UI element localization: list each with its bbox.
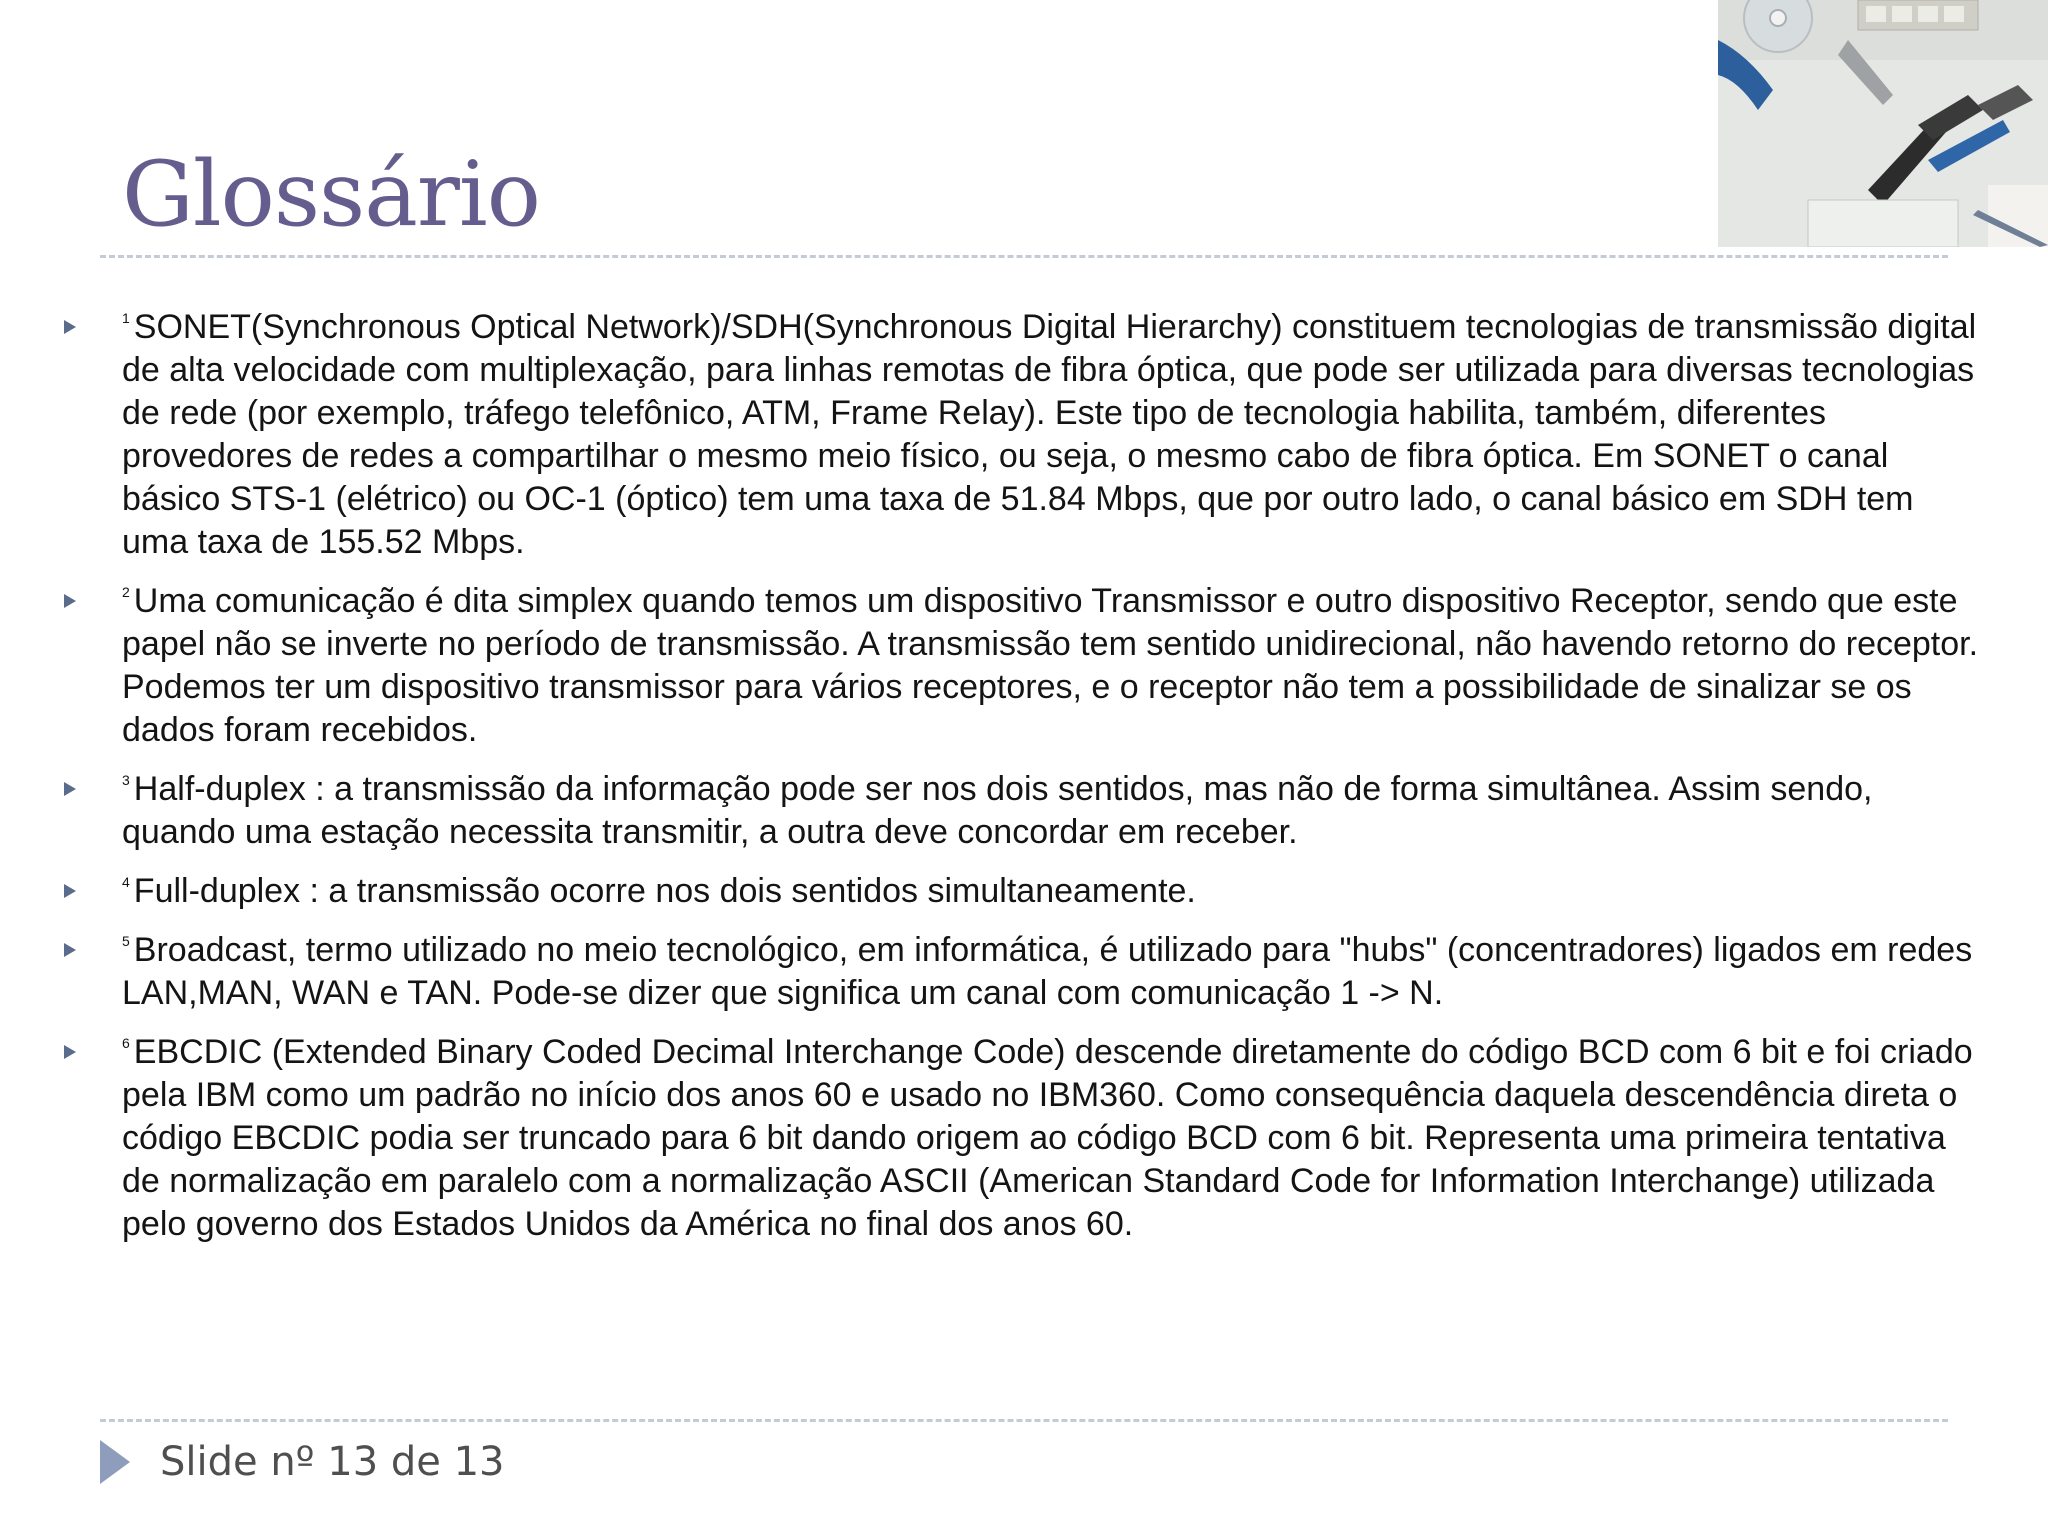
glossary-entry-5 [60, 929, 1980, 1015]
bullet-triangle-icon [64, 320, 76, 334]
slide-title: Glossário [122, 142, 540, 247]
play-arrow-icon [100, 1440, 130, 1484]
network-tools-photo [1718, 0, 2048, 247]
glossary-text: Full-duplex : a transmissão ocorre nos dois sentidos simultaneamente. [133, 872, 1196, 910]
glossary-text: EBCDIC (Extended Binary Coded Decimal Interchange Code) descende diretamente do código BCD com 6 bit e foi criado pela IBM como um padrão no início dos anos 60 e usado no IBM360. Como consequência daquela descendência direta o código EBCDIC podia ser truncado para 6 bit dando origem ao código BCD com 6 bit. Representa uma primeira tentativa de normalização em paralelo com a normalização ASCII (American Standard Code for Information Interchange) utilizada pelo governo dos Estados Unidos da América no final dos anos 60. [122, 1033, 1973, 1243]
footnote-number: 2 [122, 584, 130, 600]
bullet-triangle-icon [64, 884, 76, 898]
footnote-number: 4 [122, 874, 130, 890]
glossary-list [60, 306, 1980, 1262]
title-divider [100, 255, 1948, 258]
glossary-text: Broadcast, termo utilizado no meio tecnológico, em informática, é utilizado para "hubs" (concentradores) ligados em redes LAN,MAN, WAN e TAN. Pode-se dizer que significa um canal com comunicação 1 -> N. [122, 931, 1973, 1012]
glossary-entry-1 [60, 306, 1980, 564]
slide-number: Slide nº 13 de 13 [160, 1439, 505, 1485]
glossary-entry-6 [60, 1031, 1980, 1246]
bullet-triangle-icon [64, 1045, 76, 1059]
crimping-tools-image [1718, 0, 2048, 247]
footnote-number: 3 [122, 772, 130, 788]
bullet-triangle-icon [64, 594, 76, 608]
footnote-number: 6 [122, 1035, 130, 1051]
glossary-entry-3 [60, 768, 1980, 854]
footnote-number: 5 [122, 933, 130, 949]
slide-footer [100, 1432, 504, 1492]
footer-divider [100, 1419, 1948, 1422]
glossary-text: SONET(Synchronous Optical Network)/SDH(Synchronous Digital Hierarchy) constituem tecnologias de transmissão digital de alta velocidade com multiplexação, para linhas remotas de fibra óptica, que pode ser utilizada para diversas tecnologias de rede (por exemplo, tráfego telefônico, ATM, Frame Relay). Este tipo de tecnologia habilita, também, diferentes provedores de redes a compartilhar o mesmo meio físico, ou seja, o mesmo cabo de fibra óptica. Em SONET o canal básico STS-1 (elétrico) ou OC-1 (óptico) tem uma taxa de 51.84 Mbps, que por outro lado, o canal básico em SDH tem uma taxa de 155.52 Mbps. [122, 308, 1977, 561]
footnote-number: 1 [122, 310, 130, 326]
glossary-entry-2 [60, 580, 1980, 752]
glossary-text: Uma comunicação é dita simplex quando temos um dispositivo Transmissor e outro dispositivo Receptor, sendo que este papel não se inverte no período de transmissão. A transmissão tem sentido unidirecional, não havendo retorno do receptor. Podemos ter um dispositivo transmissor para vários receptores, e o receptor não tem a possibilidade de sinalizar se os dados foram recebidos. [122, 582, 1979, 749]
bullet-triangle-icon [64, 782, 76, 796]
glossary-entry-4 [60, 870, 1980, 913]
glossary-text: Half-duplex : a transmissão da informação pode ser nos dois sentidos, mas não de forma simultânea. Assim sendo, quando uma estação necessita transmitir, a outra deve concordar em receber. [122, 770, 1873, 851]
bullet-triangle-icon [64, 943, 76, 957]
